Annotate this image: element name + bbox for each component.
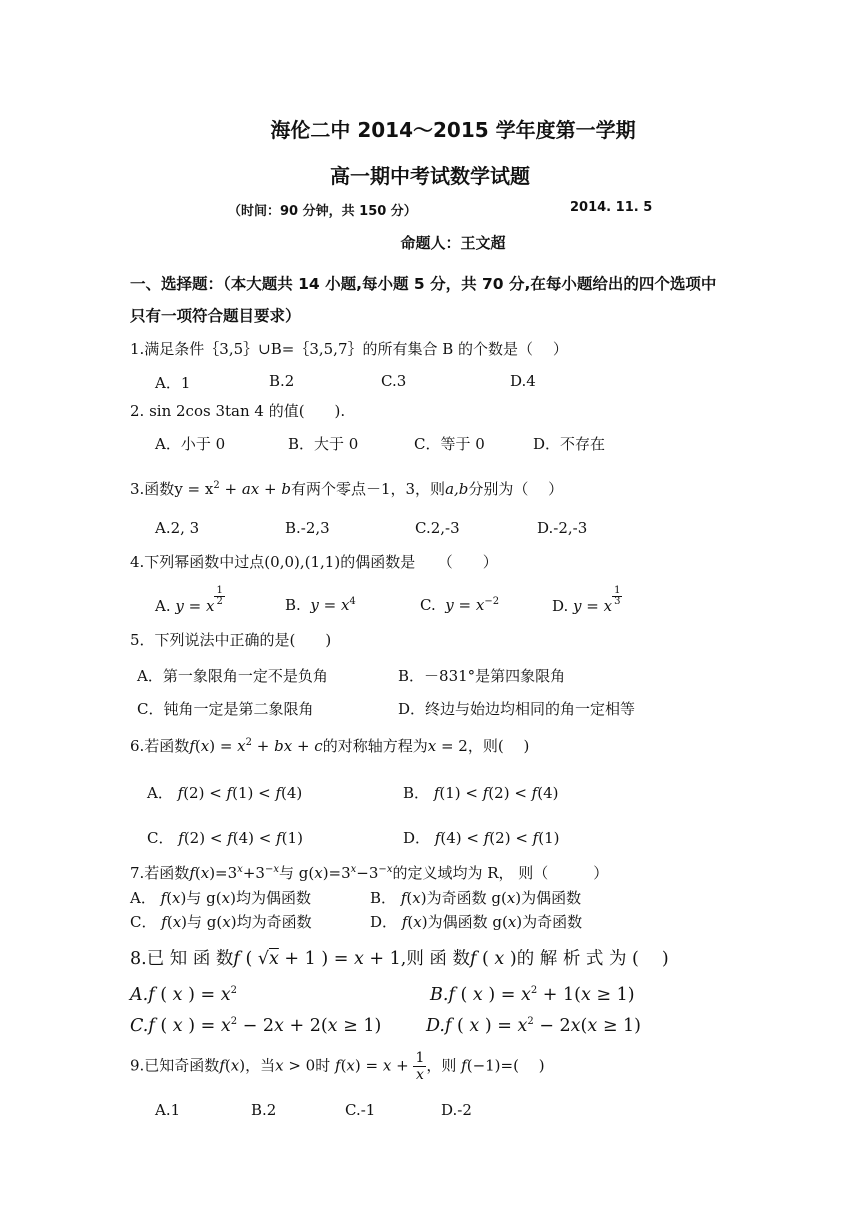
question-8-option-a: A.f ( x ) = $x^2$ xyxy=(130,985,237,1005)
question-3-option-c: C.2,-3 xyxy=(415,519,460,537)
question-1-option-c: C.3 xyxy=(381,372,407,390)
time-info: （时间：90 分钟，共 150 分） xyxy=(228,204,417,219)
section-heading-line2: 只有一项符合题目要求） xyxy=(130,307,301,325)
question-7-stem: 7.若函数$f(x)=3^x+3^{-x}$与 $g(x)=3^x-3^{-x}$的定义域均为 R， 则（ ） xyxy=(130,864,609,882)
question-4-option-a: A. y = x $^{\frac{1}{2}}$ xyxy=(155,585,223,615)
exam-title: 海伦二中 2014～2015 学年度第一学期 xyxy=(270,118,636,142)
question-6-stem: 6.若函数$f(x) = x^2$ + bx + c的对称轴方程为x = 2，则( ) xyxy=(130,737,530,755)
question-1-option-d: D.4 xyxy=(510,372,536,390)
section-heading-line1: 一、选择题：（本大题共 14 小题,每小题 5 分，共 70 分,在每小题给出的四个选项中 xyxy=(130,275,717,293)
question-3-option-a: A.2, 3 xyxy=(155,519,200,537)
question-2-stem: 2. sin 2cos 3tan 4 的值( ). xyxy=(130,402,346,420)
question-6-option-d: D． f(4) < f(2) < f(1) xyxy=(403,829,560,847)
question-4-option-d: D. y = x $^{\frac{1}{3}}$ xyxy=(552,585,621,615)
question-8-option-b: B.f ( x ) = $x^2 + 1(x \ge 1)$ xyxy=(430,985,635,1005)
exam-subtitle: 高一期中考试数学试题 xyxy=(330,164,530,188)
question-4-option-c: C. $y = x^{-2}$ xyxy=(420,596,500,614)
question-5-option-c: C．钝角一定是第二象限角 xyxy=(137,700,314,718)
question-5-option-b: B．－831°是第四象限角 xyxy=(398,667,566,685)
question-9-option-a: A.1 xyxy=(155,1101,181,1119)
question-1-option-a: A．1 xyxy=(155,374,191,392)
question-2-option-d: D．不存在 xyxy=(533,435,606,453)
question-9-option-c: C.-1 xyxy=(345,1101,376,1119)
question-7-option-b: B． f(x)为奇函数 g(x)为偶函数 xyxy=(370,889,582,907)
question-2-option-a: A．小于 0 xyxy=(155,435,226,453)
question-8-stem: 8.已 知 函 数f ( √x + 1 ) = x + 1,则 函 数f ( x )的 解 析 式 为 ( ) xyxy=(130,949,669,969)
question-8-option-d: D.f ( x ) = $x^2 - 2x(x \ge 1)$ xyxy=(426,1016,641,1036)
question-9-option-b: B.2 xyxy=(251,1101,277,1119)
question-7-option-c: C． f(x)与 g(x)均为奇函数 xyxy=(130,913,312,931)
question-3-option-d: D.-2,-3 xyxy=(537,519,588,537)
question-5-option-d: D．终边与始边均相同的角一定相等 xyxy=(398,700,636,718)
author-line: 命题人：王文超 xyxy=(400,234,506,252)
question-1-stem: 1.满足条件｛3,5｝∪B=｛3,5,7｝的所有集合 B 的个数是（ ） xyxy=(130,340,568,358)
question-5-option-a: A．第一象限角一定不是负角 xyxy=(137,667,328,685)
question-6-option-b: B． f(1) < f(2) < f(4) xyxy=(403,784,559,802)
question-2-option-c: C．等于 0 xyxy=(414,435,485,453)
question-6-option-c: C． f(2) < f(4) < f(1) xyxy=(147,829,303,847)
question-9-stem: 9.已知奇函数f(x)，当x > 0时 f(x) = x + $\frac{1}{x}$ ，则 f(−1)=( ) xyxy=(130,1050,545,1083)
question-7-option-a: A． f(x)与 g(x)均为偶函数 xyxy=(130,889,311,907)
question-4-option-b: B. $y = x^4$ xyxy=(285,596,356,614)
question-9-option-d: D.-2 xyxy=(441,1101,472,1119)
exam-date: 2014. 11. 5 xyxy=(570,200,653,215)
question-4-stem: 4.下列幂函数中过点(0,0),(1,1)的偶函数是 （ ） xyxy=(130,553,498,571)
question-2-option-b: B．大于 0 xyxy=(288,435,359,453)
question-6-option-a: A． f(2) < f(1) < f(4) xyxy=(147,784,303,802)
question-1-option-b: B.2 xyxy=(269,372,295,390)
question-7-option-d: D． f(x)为偶函数 g(x)为奇函数 xyxy=(370,913,583,931)
question-8-option-c: C.f ( x ) = $x^2 - 2x + 2(x \ge 1)$ xyxy=(130,1016,382,1036)
question-3-option-b: B.-2,3 xyxy=(285,519,330,537)
question-3-stem: 3.函数$y = x^2$ + ax + b有两个零点－1，3，则a,b分别为（ ） xyxy=(130,480,564,498)
question-5-stem: 5．下列说法中正确的是( ) xyxy=(130,631,332,649)
